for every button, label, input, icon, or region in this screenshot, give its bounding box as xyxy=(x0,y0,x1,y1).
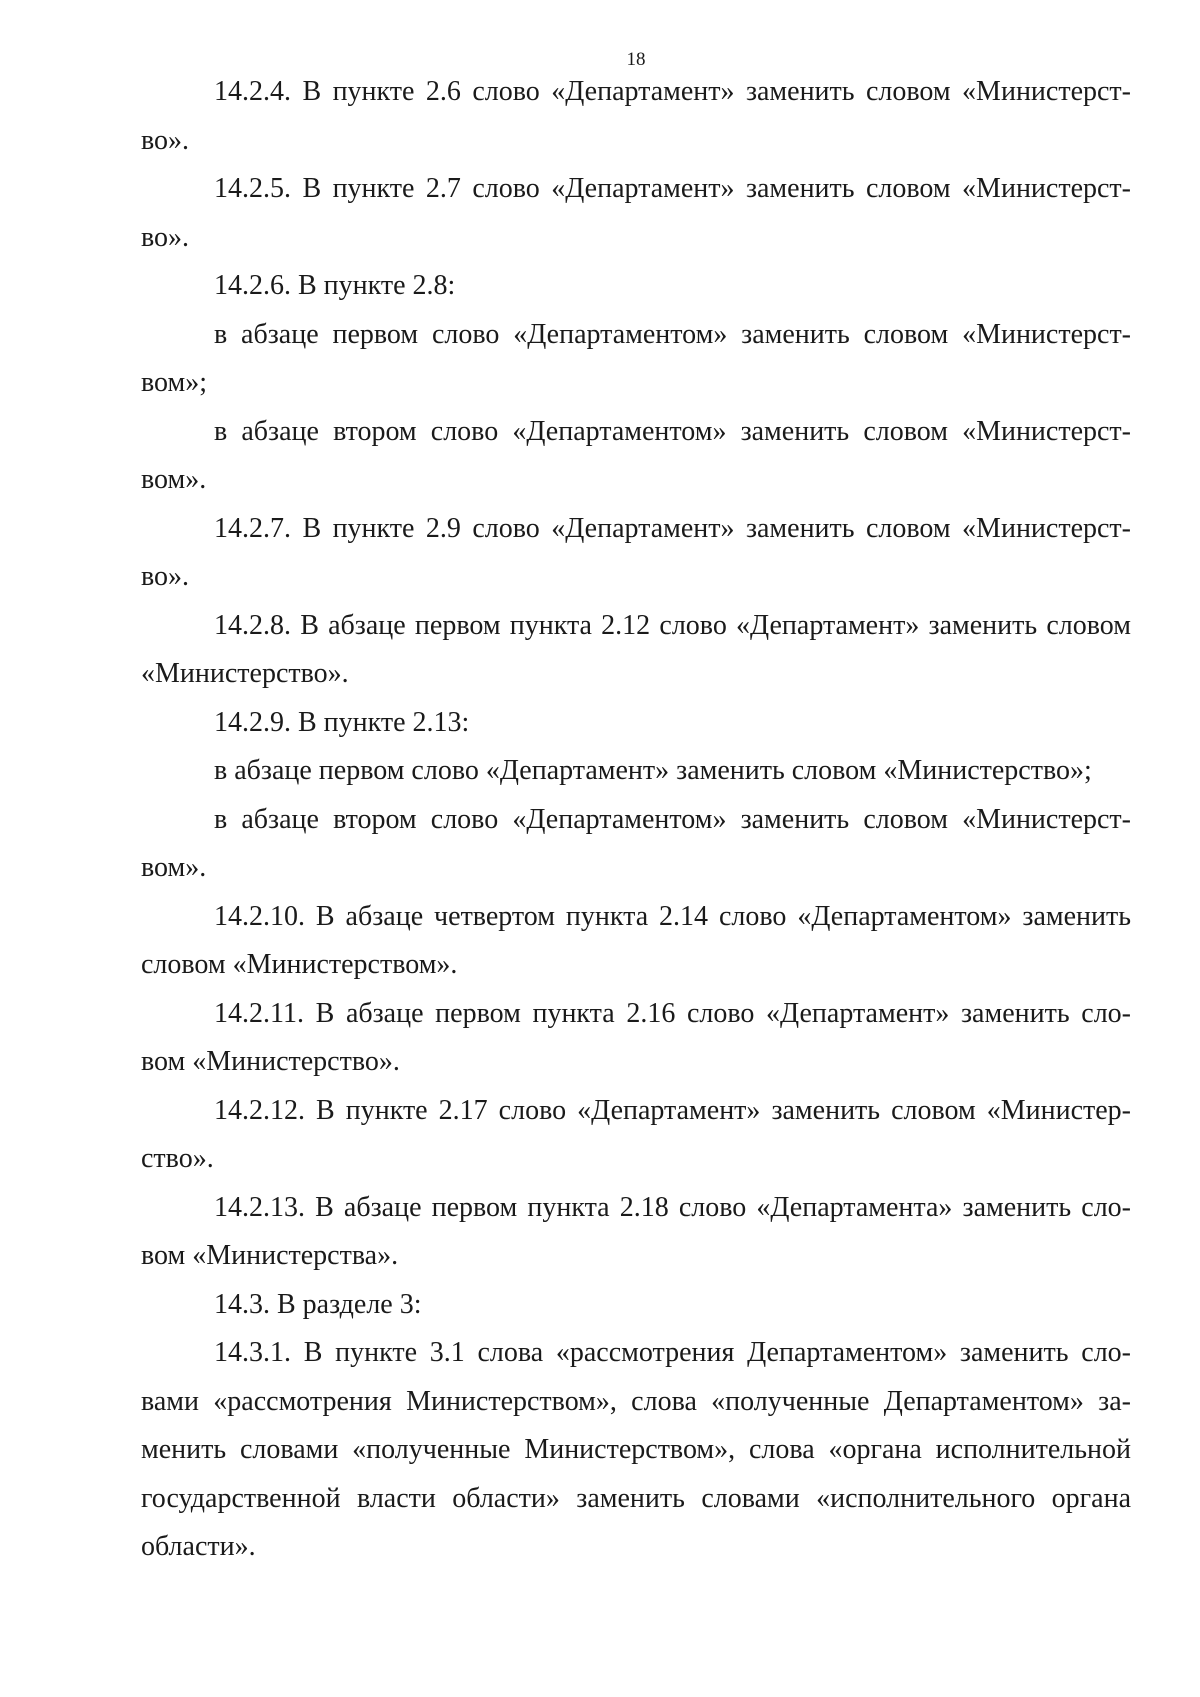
page-number: 18 xyxy=(626,49,646,70)
paragraph-14-2-6-first: в абзаце первом слово «Департаментом» заменить словом «Министерст-вом»; xyxy=(141,318,1131,398)
paragraph-14-2-10: 14.2.10. В абзаце четвертом пункта 2.14 слово «Департаментом» заменить словом «Министерством». xyxy=(141,900,1131,980)
paragraph-14-2-11: 14.2.11. В абзаце первом пункта 2.16 слово «Департамент» заменить сло-вом «Министерство». xyxy=(141,997,1131,1077)
paragraph-14-2-4: 14.2.4. В пункте 2.6 слово «Департамент» заменить словом «Министерст-во». xyxy=(141,76,1131,156)
paragraph-14-2-9: 14.2.9. В пункте 2.13: xyxy=(214,706,470,738)
paragraph-14-2-9-first: в абзаце первом слово «Департамент» заменить словом «Министерство»; xyxy=(214,755,1092,786)
paragraph-14-2-6: 14.2.6. В пункте 2.8: xyxy=(214,270,456,301)
paragraph-14-2-12: 14.2.12. В пункте 2.17 слово «Департамент» заменить словом «Министер-ство». xyxy=(141,1094,1131,1174)
paragraph-14-2-8: 14.2.8. В абзаце первом пункта 2.12 слово «Департамент» заменить словом «Министерство». xyxy=(141,609,1131,689)
paragraph-14-2-6-second: в абзаце втором слово «Департаментом» заменить словом «Министерст-вом». xyxy=(141,415,1131,495)
paragraph-14-2-7: 14.2.7. В пункте 2.9 слово «Департамент» заменить словом «Министерст-во». xyxy=(141,512,1131,592)
paragraph-14-3-1: 14.3.1. В пункте 3.1 слова «рассмотрения Департаментом» заменить сло-вами «рассмотрения Министерством», слова «полученные Департаментом» за-менить словами «полученные Министерством», слова «органа исполнительной государственной власти области» заменить словами «исполнительного органа области». xyxy=(141,1337,1131,1562)
document-body xyxy=(141,68,1131,1572)
paragraph-14-2-13: 14.2.13. В абзаце первом пункта 2.18 слово «Департамента» заменить сло-вом «Министерства». xyxy=(141,1191,1131,1271)
paragraph-14-2-9-second: в абзаце втором слово «Департаментом» заменить словом «Министерст-вом». xyxy=(141,803,1131,883)
paragraph-14-3: 14.3. В разделе 3: xyxy=(214,1288,422,1320)
paragraph-14-2-5: 14.2.5. В пункте 2.7 слово «Департамент» заменить словом «Министерст-во». xyxy=(141,173,1131,253)
